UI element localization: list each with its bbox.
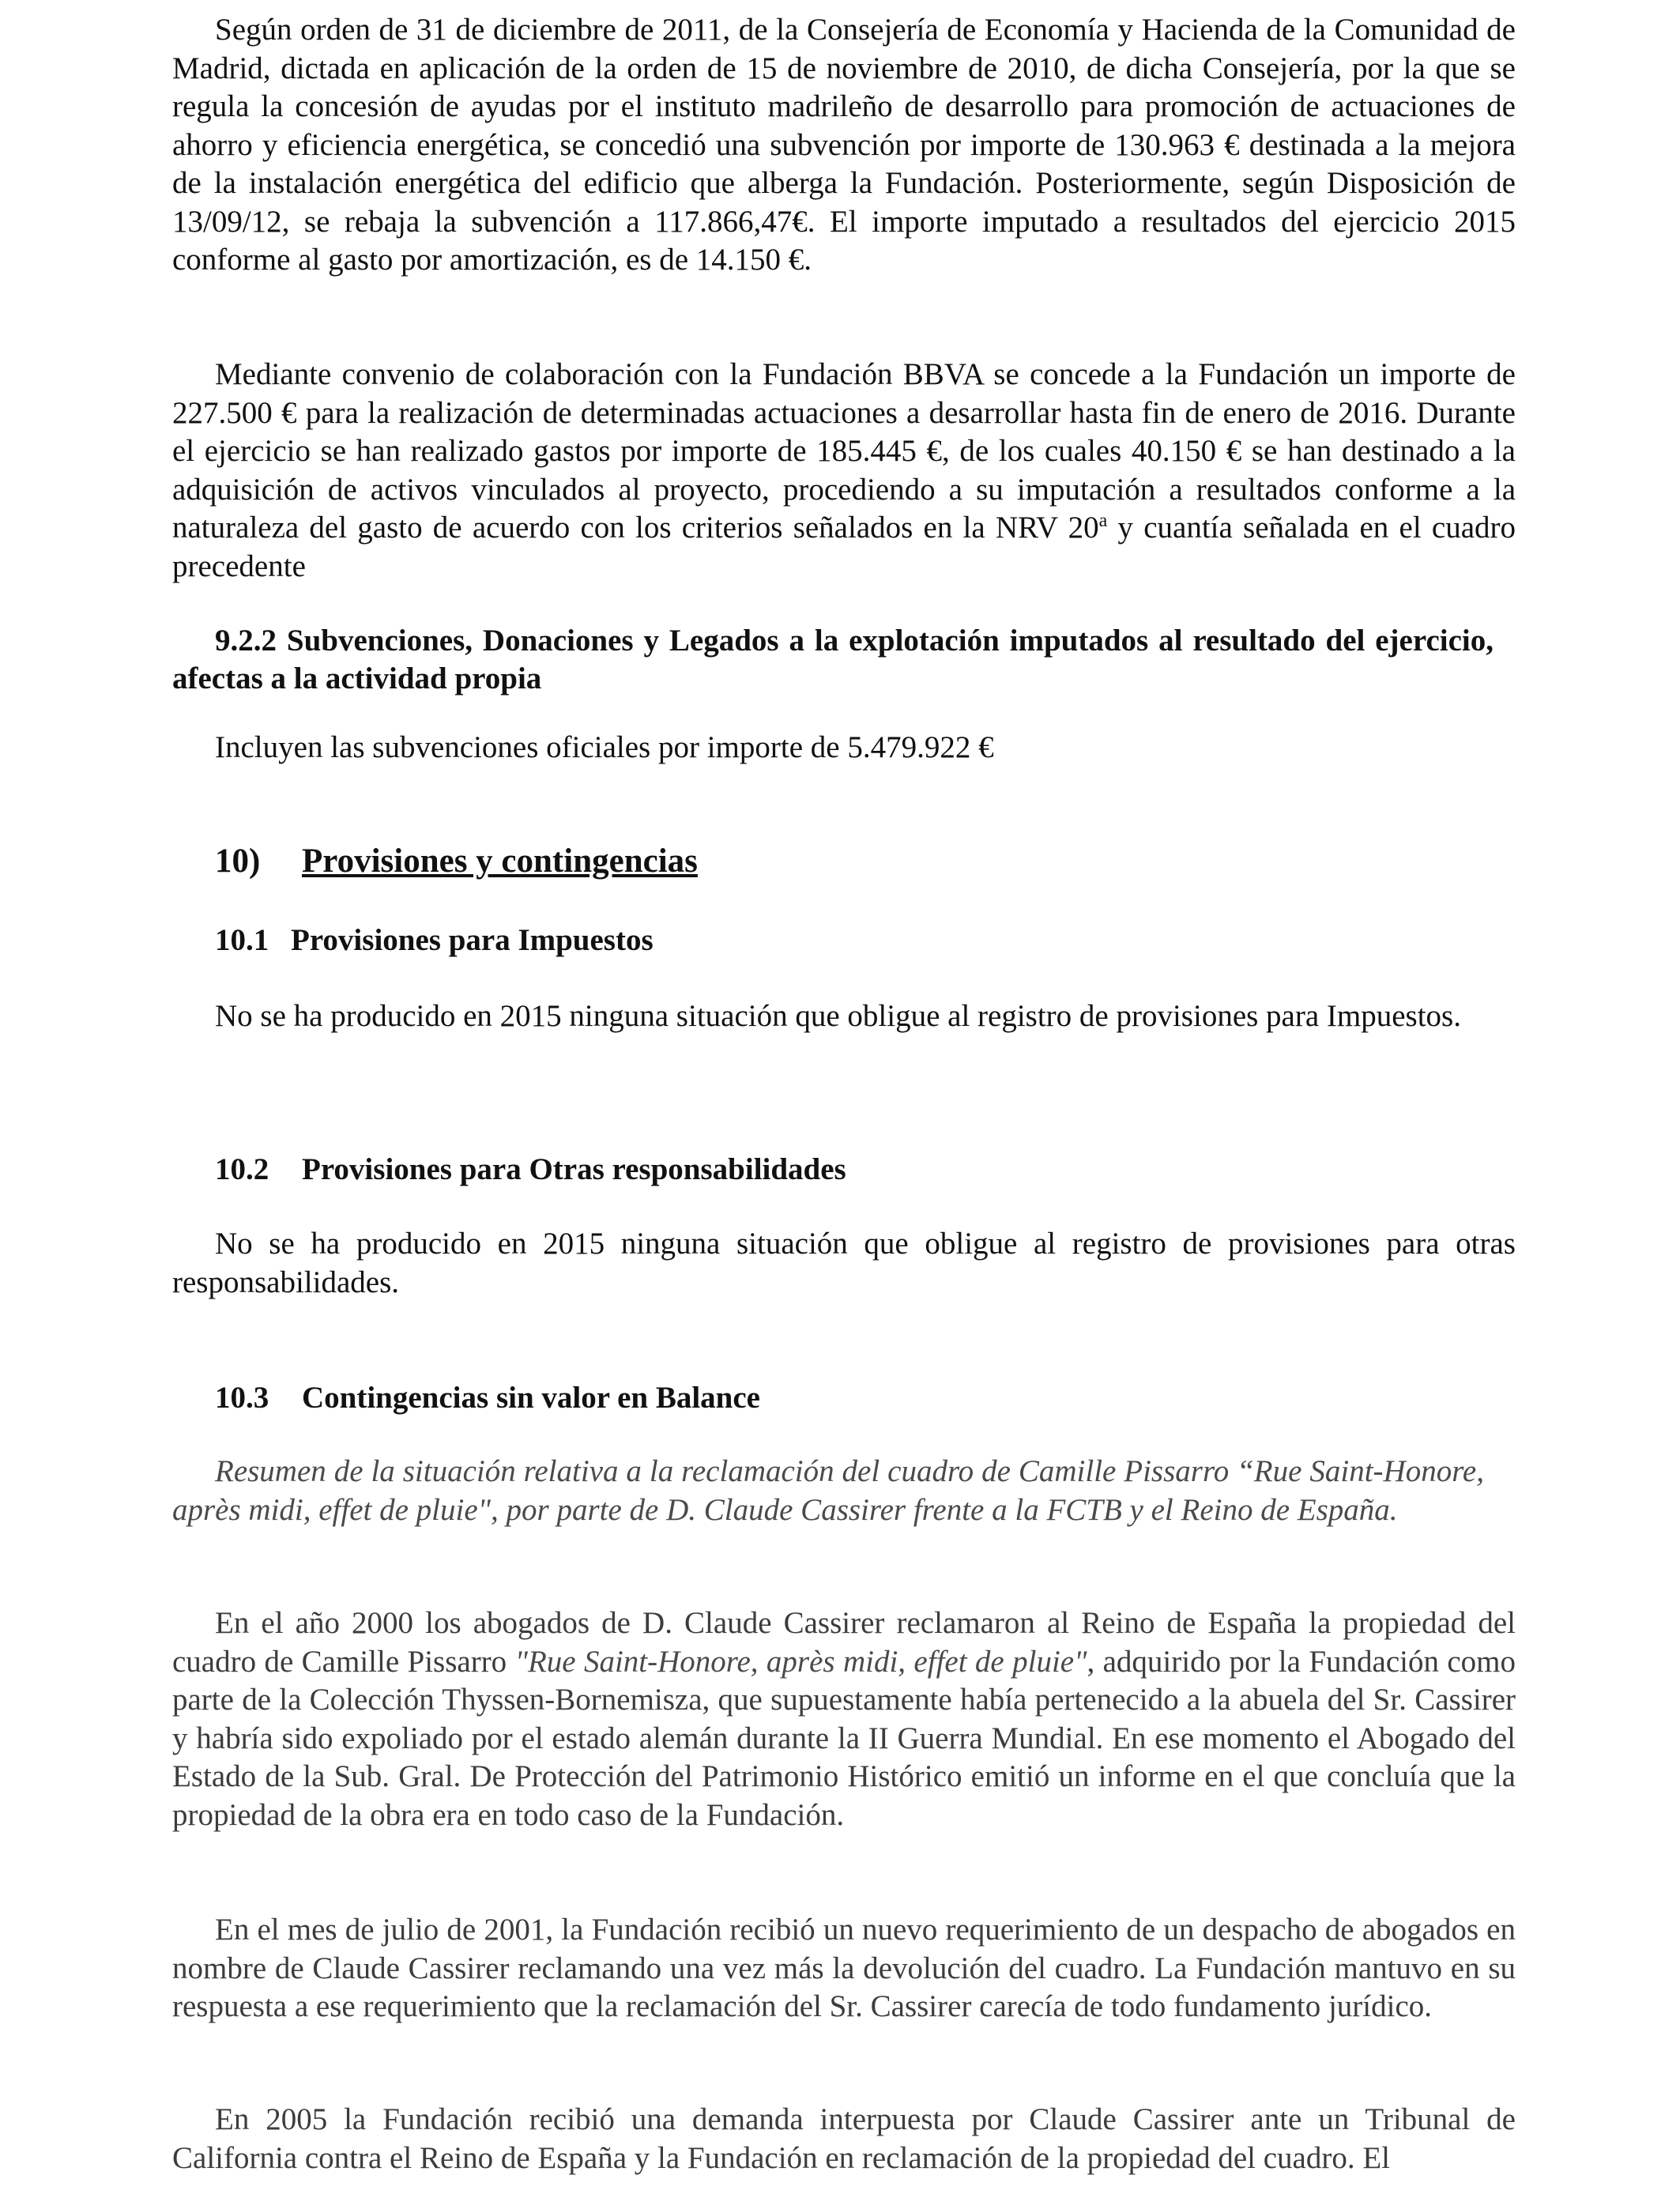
paragraph-provisiones-otras xyxy=(172,1225,1516,1302)
paragraph-resumen-pissarro xyxy=(172,1453,1484,1529)
heading-title: Contingencias sin valor en Balance xyxy=(302,1381,760,1415)
paragraph-2005-demanda xyxy=(172,2101,1516,2177)
heading-10-1 xyxy=(215,922,654,959)
paragraph-text: Según orden de 31 de diciembre de 2011, de la Consejería de Economía y Hacienda de la Comunidad de Madrid, dictada en aplicación de la orden de 15 de noviembre de 2010, de dicha Consejería, por la que se regula la concesión de ayudas por el instituto madrileño de desarrollo para promoción de actuaciones de ahorro y eficiencia energética, se concedió una subvención por importe de 130.963 € destinada a la mejora de la instalación energética del edificio que alberga la Fundación. Posteriormente, según Disposición de 13/09/12, se rebaja la subvención a 117.866,47€. El importe imputado a resultados del ejercicio 2015 conforme al gasto por amortización, es de 14.150 €. xyxy=(172,13,1516,277)
painting-title: "Rue Saint-Honore, après midi, effet de pluie" xyxy=(514,1644,1087,1679)
paragraph-provisiones-impuestos xyxy=(172,997,1516,1036)
paragraph-text: Resumen de la situación relativa a la reclamación del cuadro de Camille Pissarro “Rue Saint-Honore, après midi, effet de pluie", por parte de D. Claude Cassirer frente a la FCTB y el Reino de España. xyxy=(172,1454,1484,1527)
heading-10-3 xyxy=(215,1379,760,1417)
heading-text: 9.2.2 Subvenciones, Donaciones y Legados a la explotación imputados al resultado del ejercicio, afectas a la actividad propia xyxy=(172,624,1494,696)
paragraph-text: No se ha producido en 2015 ninguna situación que obligue al registro de provisiones para otras responsabilidades. xyxy=(172,1227,1516,1299)
paragraph-julio-2001 xyxy=(172,1911,1516,2026)
heading-number: 10.3 xyxy=(215,1381,269,1415)
heading-10-2 xyxy=(215,1151,846,1189)
paragraph-text: No se ha producido en 2015 ninguna situación que obligue al registro de provisiones para Impuestos. xyxy=(215,999,1461,1033)
heading-9-2-2 xyxy=(172,622,1494,698)
heading-number: 10.1 xyxy=(215,923,269,957)
superscript-ordinal: a xyxy=(1098,511,1108,531)
heading-title: Provisiones para Impuestos xyxy=(291,923,654,957)
paragraph-ano-2000 xyxy=(172,1604,1516,1834)
paragraph-text: Mediante convenio de colaboración con la Fundación BBVA se concede a la Fundación un importe de 227.500 € para la realización de determinadas actuaciones a desarrollar hasta fin de enero de 2016. Durante el ejercicio se han realizado gastos por importe de 185.445 €, de los cuales 40.150 € se han destinado a la adquisición de activos vinculados al proyecto, procediendo a su imputación a resultados conforme a la naturaleza del gasto de acuerdo con los criterios señalados en la NRV 20 xyxy=(172,357,1516,545)
heading-title: Provisiones y contingencias xyxy=(302,843,698,880)
heading-number: 10) xyxy=(215,843,261,880)
paragraph-text: , adquirido por la Fundación como parte de la Colección Thyssen-Bornemisza, que supuestamente había pertenecido a la abuela del Sr. Cassirer y habría sido expoliado por el estado alemán durante la II Guerra Mundial. En ese momento el Abogado del Estado de la Sub. Gral. De Protección del Patrimonio Histórico emitió un informe en el que concluía que la propiedad de la obra era en todo caso de la Fundación. xyxy=(172,1644,1516,1832)
paragraph-subvenciones-oficiales xyxy=(172,729,1516,767)
heading-title: Provisiones para Otras responsabilidades xyxy=(302,1152,846,1186)
heading-10 xyxy=(215,841,698,882)
paragraph-text: Incluyen las subvenciones oficiales por importe de 5.479.922 € xyxy=(215,730,994,764)
paragraph-text: En el año 2000 los abogados de D. Claude Cassirer reclamaron al Reino de España la propiedad del cuadro de Camille Pissarro xyxy=(172,1606,1516,1679)
paragraph-convenio-bbva xyxy=(172,356,1516,586)
paragraph-text: y cuantía señalada en el cuadro precedente xyxy=(172,511,1516,583)
paragraph-text: En el mes de julio de 2001, la Fundación recibió un nuevo requerimiento de un despacho de abogados en nombre de Claude Cassirer reclamando una vez más la devolución del cuadro. La Fundación mantuvo en su respuesta a ese requerimiento que la reclamación del Sr. Cassirer carecía de todo fundamento jurídico. xyxy=(172,1913,1516,2023)
heading-number: 10.2 xyxy=(215,1152,269,1186)
paragraph-text: En 2005 la Fundación recibió una demanda interpuesta por Claude Cassirer ante un Tribunal de California contra el Reino de España y la Fundación en reclamación de la propiedad del cuadro. El xyxy=(172,2102,1516,2175)
paragraph-subvencion-comunidad-madrid xyxy=(172,11,1516,280)
